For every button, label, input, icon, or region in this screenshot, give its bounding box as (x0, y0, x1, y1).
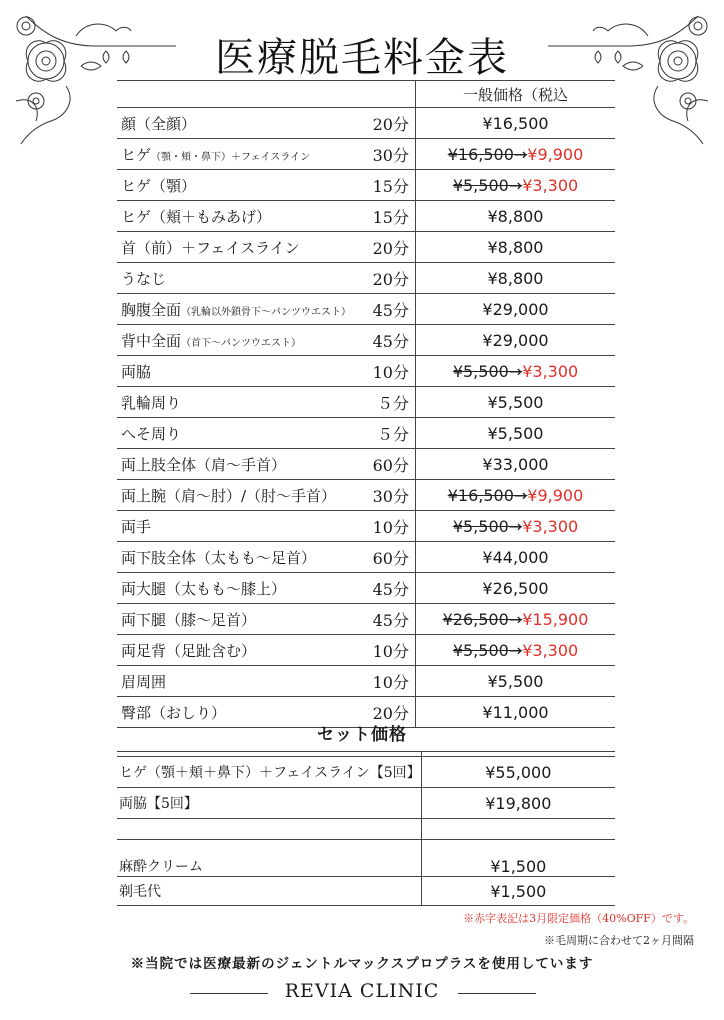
treatment-area-label: ヒゲ（頬＋もみあげ） (121, 207, 272, 226)
price-row (117, 263, 615, 294)
price-column-header: 一般価格（税込 (416, 81, 616, 108)
treatment-area (117, 480, 354, 511)
treatment-area (117, 170, 354, 201)
price-row (117, 325, 615, 356)
treatment-area-label: 両下腿（膝〜足首） (121, 610, 257, 629)
treatment-duration: 20分 (354, 263, 416, 294)
treatment-area-label: 胸腹全面 (121, 300, 182, 319)
treatment-area (117, 108, 354, 139)
treatment-area-label: 両足背（足趾含む） (121, 641, 257, 660)
treatment-price: ¥5,500 (416, 418, 616, 449)
treatment-duration: 10分 (354, 511, 416, 542)
treatment-area-label: 両脇 (121, 362, 152, 381)
sale-price: ¥15,900 (522, 609, 589, 629)
page-title: 医療脱毛料金表 (215, 35, 509, 81)
price-row (117, 604, 615, 635)
treatment-price: ¥5,500 (416, 387, 616, 418)
interval-note: ※毛周期に合わせて2ヶ月間隔 (544, 934, 694, 947)
original-price: ¥16,500→ (447, 144, 528, 164)
treatment-area-label: 両下肢全体（太もも〜足首） (121, 548, 317, 567)
treatment-price: ¥11,000 (416, 697, 616, 728)
set-item-name: 剃毛代 (117, 877, 421, 906)
set-item-price: ¥1,500 (421, 877, 615, 906)
treatment-duration: 30分 (354, 139, 416, 170)
treatment-duration: 20分 (354, 232, 416, 263)
price-row (117, 356, 615, 387)
treatment-price: ¥8,800 (416, 232, 616, 263)
treatment-duration: ５分 (354, 387, 416, 418)
treatment-area-label: 顔（全顔） (121, 114, 197, 133)
header-blank-name (117, 81, 354, 108)
treatment-area (117, 604, 354, 635)
set-item-price: ¥55,000 (421, 757, 615, 788)
treatment-duration: 45分 (354, 573, 416, 604)
treatment-area (117, 263, 354, 294)
treatment-price: ¥26,500 (416, 573, 616, 604)
price-row (117, 232, 615, 263)
set-price-table (117, 751, 615, 906)
treatment-area (117, 542, 354, 573)
price-row (117, 573, 615, 604)
treatment-area-label: 眉周囲 (121, 672, 167, 691)
price-row (117, 449, 615, 480)
set-item-price: ¥19,800 (421, 788, 615, 819)
price-row (117, 511, 615, 542)
treatment-duration: 60分 (354, 449, 416, 480)
treatment-price (416, 511, 616, 542)
treatment-price: ¥29,000 (416, 294, 616, 325)
set-price-row (117, 757, 615, 788)
set-item-name: ヒゲ（顎＋頬＋鼻下）＋フェイスライン【5回】 (117, 757, 421, 788)
treatment-area (117, 356, 354, 387)
treatment-area-label: 両手 (121, 517, 152, 536)
treatment-area (117, 201, 354, 232)
treatment-area (117, 666, 354, 697)
treatment-area-detail: （乳輪以外鎖骨下〜パンツウエスト） (181, 306, 352, 318)
price-row (117, 387, 615, 418)
treatment-area-label: 背中全面 (121, 331, 182, 350)
price-row (117, 170, 615, 201)
set-item-name (117, 819, 421, 840)
sale-price: ¥3,300 (522, 175, 579, 195)
set-item-name: 麻酔クリーム (117, 840, 421, 877)
treatment-price (416, 139, 616, 170)
treatment-area-detail: （首下〜パンツウエスト） (181, 337, 302, 349)
original-price: ¥5,500→ (452, 361, 523, 381)
original-price: ¥5,500→ (452, 175, 523, 195)
treatment-duration: 20分 (354, 108, 416, 139)
set-price-row (117, 840, 615, 877)
original-price: ¥26,500→ (442, 609, 523, 629)
sale-price: ¥9,900 (527, 485, 584, 505)
treatment-area (117, 325, 354, 356)
treatment-area-label: 両上肢全体（肩〜手首） (121, 455, 287, 474)
price-row (117, 542, 615, 573)
treatment-price: ¥33,000 (416, 449, 616, 480)
treatment-area-label: ヒゲ (121, 145, 152, 164)
treatment-price: ¥8,800 (416, 263, 616, 294)
treatment-area (117, 573, 354, 604)
treatment-duration: 45分 (354, 604, 416, 635)
treatment-area (117, 635, 354, 666)
treatment-area (117, 232, 354, 263)
treatment-area-label: ヒゲ（顎） (121, 176, 197, 195)
treatment-area-label: 乳輪周り (121, 393, 182, 412)
treatment-price (416, 356, 616, 387)
price-row (117, 418, 615, 449)
treatment-price: ¥29,000 (416, 325, 616, 356)
sale-price: ¥3,300 (522, 361, 579, 381)
treatment-price (416, 604, 616, 635)
treatment-duration: 60分 (354, 542, 416, 573)
treatment-duration: 15分 (354, 170, 416, 201)
price-row (117, 666, 615, 697)
treatment-area (117, 139, 354, 170)
price-table-header-row (117, 81, 615, 108)
treatment-area (117, 294, 354, 325)
original-price: ¥5,500→ (452, 640, 523, 660)
price-table (117, 80, 615, 728)
treatment-price: ¥8,800 (416, 201, 616, 232)
treatment-area-detail: （顎・頬・鼻下）＋フェイスライン (151, 151, 311, 163)
set-price-row (117, 788, 615, 819)
price-row (117, 108, 615, 139)
price-row (117, 139, 615, 170)
sale-price: ¥3,300 (522, 640, 579, 660)
treatment-area-label: へそ周り (121, 424, 182, 443)
treatment-duration: ５分 (354, 418, 416, 449)
clinic-footer (0, 978, 724, 1008)
treatment-duration: 45分 (354, 325, 416, 356)
treatment-price (416, 635, 616, 666)
treatment-area-label: 両上腕（肩〜肘）/（肘〜手首） (121, 486, 337, 505)
header-blank-duration (354, 81, 416, 108)
treatment-area (117, 418, 354, 449)
treatment-area (117, 511, 354, 542)
treatment-duration: 15分 (354, 201, 416, 232)
treatment-duration: 45分 (354, 294, 416, 325)
treatment-price: ¥44,000 (416, 542, 616, 573)
treatment-price (416, 170, 616, 201)
treatment-price: ¥16,500 (416, 108, 616, 139)
title-area (0, 22, 724, 81)
original-price: ¥5,500→ (452, 516, 523, 536)
treatment-duration: 20分 (354, 697, 416, 728)
treatment-area-label: 両大腿（太もも〜膝上） (121, 579, 287, 598)
set-price-heading: セット価格 (317, 725, 407, 745)
treatment-duration: 10分 (354, 635, 416, 666)
set-price-row (117, 877, 615, 906)
treatment-duration: 10分 (354, 666, 416, 697)
sale-price: ¥3,300 (522, 516, 579, 536)
treatment-area (117, 387, 354, 418)
treatment-duration: 30分 (354, 480, 416, 511)
treatment-area (117, 449, 354, 480)
price-row (117, 294, 615, 325)
treatment-price: ¥5,500 (416, 666, 616, 697)
clinic-name: REVIA CLINIC (284, 980, 440, 1002)
price-row (117, 635, 615, 666)
set-item-price: ¥1,500 (421, 840, 615, 877)
treatment-area-label: 臀部（おしり） (121, 703, 227, 722)
treatment-area-label: 首（前）＋フェイスライン (121, 238, 300, 257)
campaign-note: ※赤字表記は3月限定価格（40%OFF）です。 (463, 912, 694, 925)
original-price: ¥16,500→ (447, 485, 528, 505)
treatment-duration: 10分 (354, 356, 416, 387)
price-row (117, 201, 615, 232)
clinic-rule-right (458, 993, 536, 994)
set-item-name: 両脇【5回】 (117, 788, 421, 819)
treatment-price (416, 480, 616, 511)
price-row (117, 480, 615, 511)
sale-price: ¥9,900 (527, 144, 584, 164)
set-price-row (117, 819, 615, 840)
device-note: ※当院では医療最新のジェントルマックスプロプラスを使用しています (130, 956, 594, 972)
set-item-price (421, 819, 615, 840)
treatment-area-label: うなじ (121, 269, 167, 288)
